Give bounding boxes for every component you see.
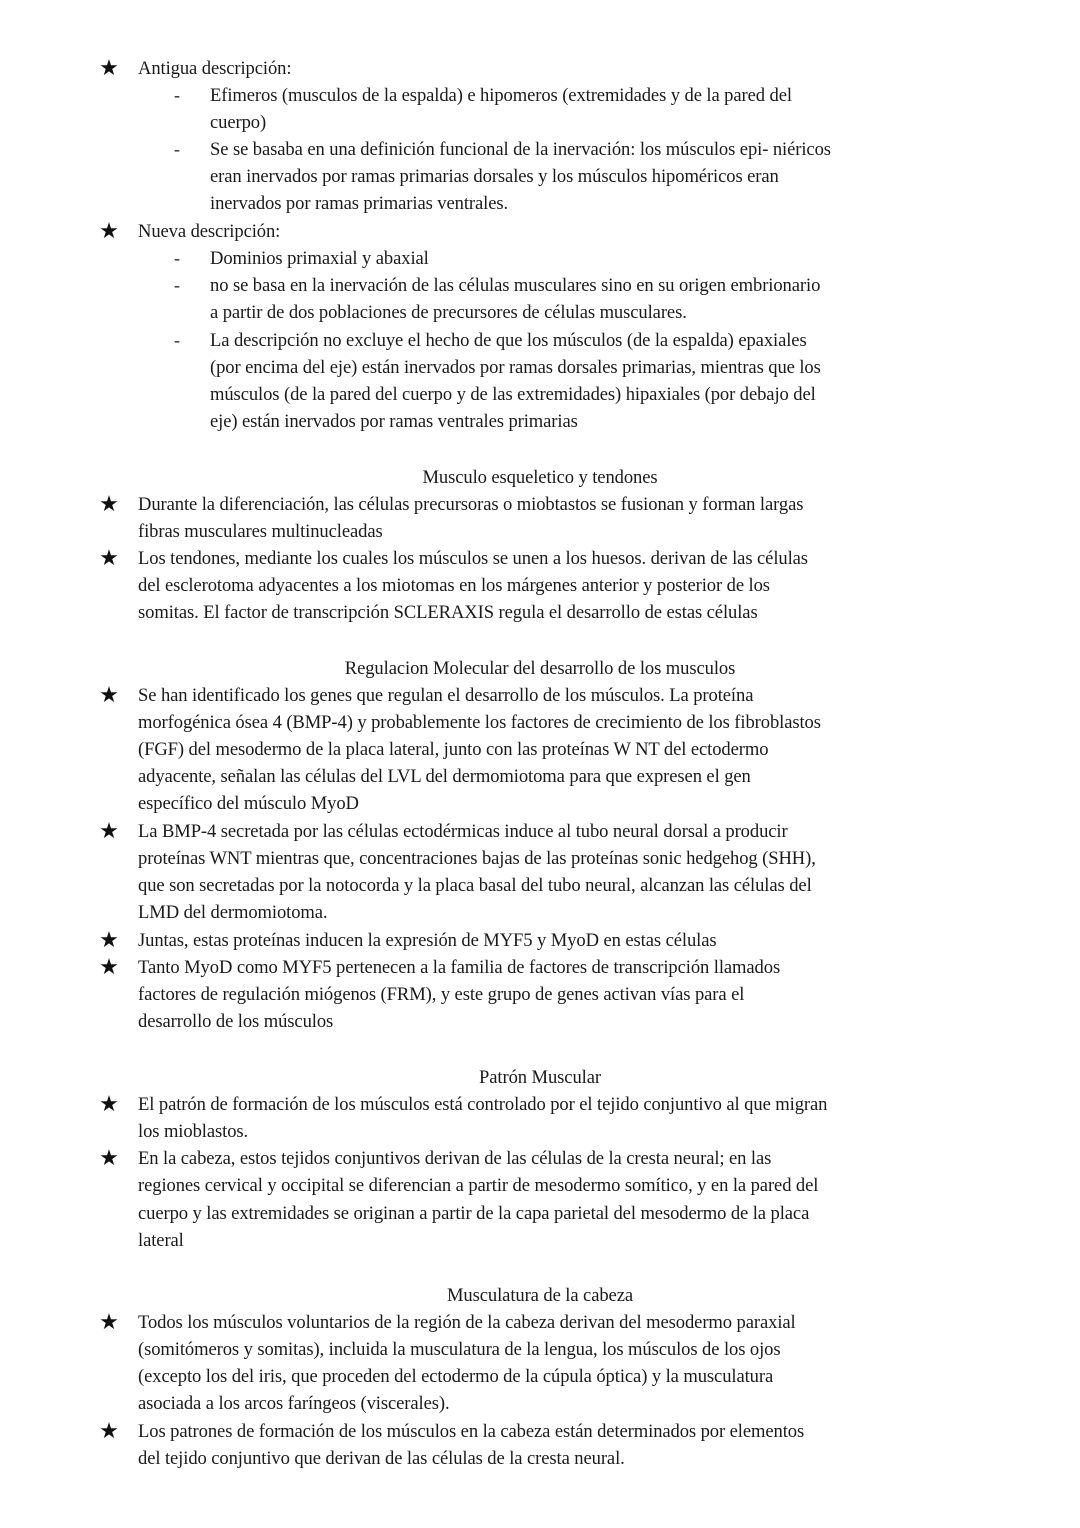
- bullet-line: factores de regulación miógenos (FRM), y este grupo de genes activan vías para el: [138, 984, 745, 1005]
- bullet-line: lateral: [138, 1230, 184, 1251]
- bullet-line: específico del músculo MyoD: [138, 793, 359, 814]
- sub-item-line: no se basa en la inervación de las células musculares sino en su origen embrionario: [210, 275, 821, 296]
- bullet-line: (FGF) del mesodermo de la placa lateral, junto con las proteínas W NT del ectodermo: [138, 739, 769, 760]
- bullet-line: que son secretadas por la notocorda y la placa basal del tubo neural, alcanzan las células del: [138, 875, 812, 896]
- sub-item-line: cuerpo): [210, 112, 267, 133]
- star-bullet-icon: ★: [99, 928, 119, 953]
- section-title: Musculo esqueletico y tendones: [422, 467, 658, 488]
- bullet-line: morfogénica ósea 4 (BMP-4) y probablemente los factores de crecimiento de los fibroblastos: [138, 712, 821, 733]
- bullet-line: proteínas WNT mientras que, concentraciones bajas de las proteínas sonic hedgehog (SHH),: [138, 848, 816, 869]
- bullet-line: del tejido conjuntivo que derivan de las células de la cresta neural.: [138, 1448, 625, 1469]
- bullet-line: Los tendones, mediante los cuales los músculos se unen a los huesos. derivan de las células: [138, 548, 808, 569]
- bullet-line: asociada a los arcos faríngeos (viscerales).: [138, 1393, 450, 1414]
- bullet-line: regiones cervical y occipital se diferencian a partir de mesodermo somítico, y en la pared del: [138, 1175, 819, 1196]
- star-bullet-icon: ★: [99, 1310, 119, 1335]
- star-bullet-icon: ★: [99, 1146, 119, 1171]
- star-bullet-icon: ★: [99, 492, 119, 517]
- bullet-line: LMD del dermomiotoma.: [138, 902, 328, 923]
- bullet-line: Los patrones de formación de los músculos en la cabeza están determinados por elementos: [138, 1421, 805, 1442]
- section-title: Regulacion Molecular del desarrollo de los musculos: [344, 658, 736, 679]
- bullet-line: En la cabeza, estos tejidos conjuntivos derivan de las células de la cresta neural; en las: [138, 1148, 772, 1169]
- star-bullet-icon: ★: [99, 56, 119, 81]
- dash-bullet-icon: -: [174, 330, 180, 350]
- sub-item-line: La descripción no excluye el hecho de que los músculos (de la espalda) epaxiales: [210, 330, 807, 351]
- dash-bullet-icon: -: [174, 139, 180, 159]
- sub-item-line: Dominios primaxial y abaxial: [210, 248, 429, 269]
- star-bullet-icon: ★: [99, 219, 119, 244]
- bullet-line: (excepto los del iris, que proceden del ectodermo de la cúpula óptica) y la musculatura: [138, 1366, 774, 1387]
- star-bullet-icon: ★: [99, 1092, 119, 1117]
- bullet-line: Durante la diferenciación, las células precursoras o miobtastos se fusionan y forman largas: [138, 494, 804, 515]
- dash-bullet-icon: -: [174, 275, 180, 295]
- bullet-line: somitas. El factor de transcripción SCLERAXIS regula el desarrollo de estas células: [138, 602, 758, 623]
- star-bullet-icon: ★: [99, 546, 119, 571]
- bullet-line: Todos los músculos voluntarios de la región de la cabeza derivan del mesodermo paraxial: [138, 1312, 796, 1333]
- star-bullet-icon: ★: [99, 819, 119, 844]
- sub-item-line: inervados por ramas primarias ventrales.: [210, 193, 509, 214]
- section-title: Musculatura de la cabeza: [446, 1285, 634, 1306]
- bullet-line: (somitómeros y somitas), incluida la musculatura de la lengua, los músculos de los ojos: [138, 1339, 781, 1360]
- section-title: Patrón Muscular: [479, 1067, 601, 1088]
- sub-item-line: eran inervados por ramas primarias dorsales y los músculos hipoméricos eran: [210, 166, 779, 187]
- bullet-line: Tanto MyoD como MYF5 pertenecen a la familia de factores de transcripción llamados: [138, 957, 781, 978]
- bullet-heading: Nueva descripción:: [138, 221, 281, 242]
- sub-item-line: eje) están inervados por ramas ventrales primarias: [210, 411, 578, 432]
- star-bullet-icon: ★: [99, 955, 119, 980]
- dash-bullet-icon: -: [174, 85, 180, 105]
- bullet-line: del esclerotoma adyacentes a los miotomas en los márgenes anterior y posterior de los: [138, 575, 770, 596]
- bullet-line: La BMP-4 secretada por las células ectodérmicas induce al tubo neural dorsal a producir: [138, 821, 788, 842]
- bullet-line: Juntas, estas proteínas inducen la expresión de MYF5 y MyoD en estas células: [138, 930, 717, 951]
- bullet-line: adyacente, señalan las células del LVL del dermomiotoma para que expresen el gen: [138, 766, 751, 787]
- bullet-line: fibras musculares multinucleadas: [138, 521, 383, 542]
- sub-item-line: (por encima del eje) están inervados por ramas dorsales primarias, mientras que los: [210, 357, 821, 378]
- bullet-line: los mioblastos.: [138, 1121, 249, 1142]
- dash-bullet-icon: -: [174, 248, 180, 268]
- star-bullet-icon: ★: [99, 683, 119, 708]
- bullet-line: El patrón de formación de los músculos está controlado por el tejido conjuntivo al que migran: [138, 1094, 828, 1115]
- sub-item-line: músculos (de la pared del cuerpo y de las extremidades) hipaxiales (por debajo del: [210, 384, 816, 405]
- sub-item-line: Se se basaba en una definición funcional de la inervación: los músculos epi- niéricos: [210, 139, 831, 160]
- sub-item-line: a partir de dos poblaciones de precursores de células musculares.: [210, 302, 687, 323]
- bullet-heading: Antigua descripción:: [138, 58, 292, 79]
- star-bullet-icon: ★: [99, 1419, 119, 1444]
- bullet-line: cuerpo y las extremidades se originan a partir de la capa parietal del mesodermo de la placa: [138, 1203, 810, 1224]
- sub-item-line: Efimeros (musculos de la espalda) e hipomeros (extremidades y de la pared del: [210, 85, 792, 106]
- bullet-line: desarrollo de los músculos: [138, 1011, 334, 1032]
- bullet-line: Se han identificado los genes que regulan el desarrollo de los músculos. La proteína: [138, 685, 754, 706]
